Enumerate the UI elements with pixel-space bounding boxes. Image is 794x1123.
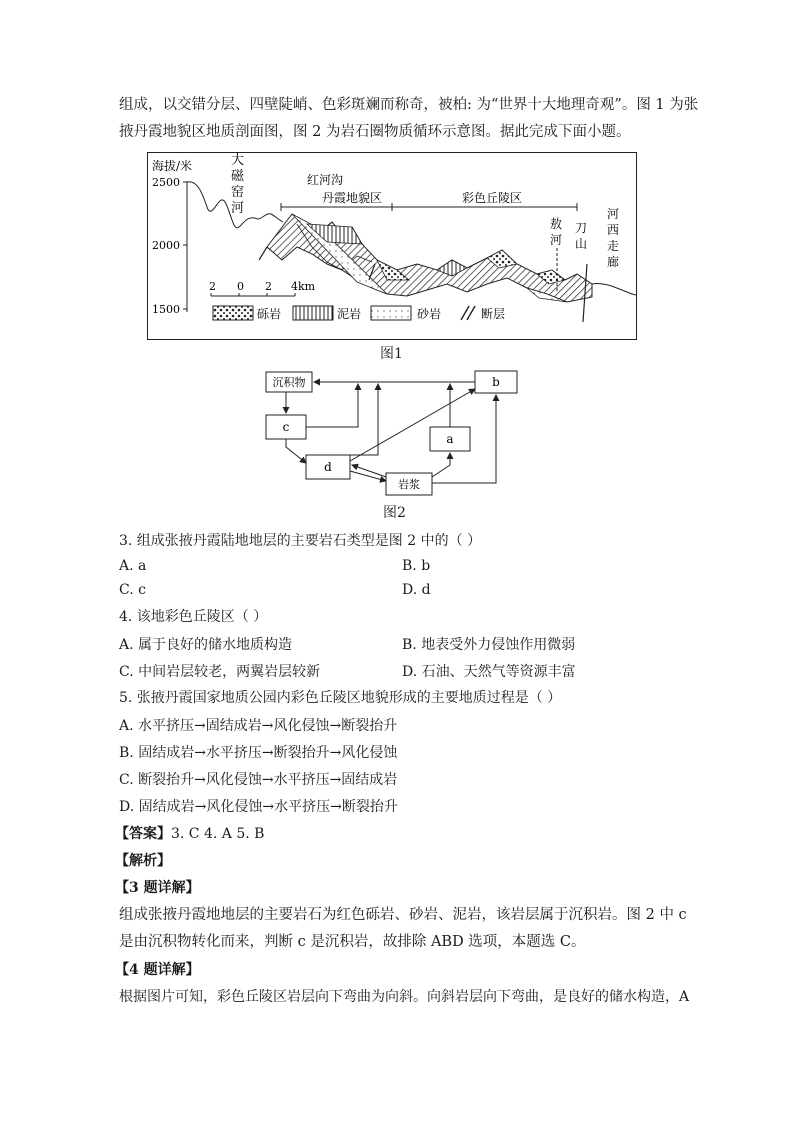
- scale-0: 0: [237, 280, 244, 293]
- label-aohe-2: 河: [550, 233, 563, 247]
- label-daoshan-1: 刀: [575, 221, 588, 235]
- q5-stem: 5. 张掖丹霞国家地质公园内彩色丘陵区地貌形成的主要地质过程是（ ）: [119, 690, 562, 706]
- legend-sandstone: 砂岩: [417, 307, 442, 321]
- q3-option-a: A. a: [119, 558, 147, 574]
- figure1-caption: 图1: [380, 346, 403, 362]
- y-tick-2500: 2500: [152, 176, 180, 189]
- node-a: a: [446, 432, 454, 446]
- rock-cycle-figure: [258, 365, 528, 500]
- label-hexi-1: 河: [607, 207, 620, 221]
- q4-stem: 4. 该地彩色丘陵区（ ）: [119, 609, 268, 625]
- q5-option-b: B. 固结成岩→水平挤压→断裂抬升→风化侵蚀: [119, 745, 398, 761]
- answer-values: 3. C 4. A 5. B: [171, 826, 265, 842]
- q3-analysis-title: 【3 题详解】: [115, 880, 200, 896]
- geologic-profile-figure: [147, 152, 637, 340]
- y-tick-2000: 2000: [152, 239, 180, 252]
- y-tick-1500: 1500: [152, 303, 180, 316]
- scale-4km: 4km: [291, 280, 316, 293]
- label-dacikou-4: 河: [231, 201, 245, 216]
- y-axis-label: 海拔/米: [152, 159, 193, 173]
- answer-label: 【答案】: [115, 826, 171, 842]
- label-dacikou-3: 窑: [231, 185, 245, 200]
- q3-stem: 3. 组成张掖丹霞陆地地层的主要岩石类型是图 2 中的（ ）: [119, 533, 482, 549]
- figure2-caption: 图2: [383, 505, 406, 521]
- answer-line: [115, 824, 264, 844]
- legend-mudstone-swatch: [293, 306, 333, 320]
- node-d: d: [324, 460, 332, 474]
- q3-option-d: D. d: [402, 582, 431, 598]
- intro-line-1: 组成，以交错分层、四壁陡峭、色彩斑斓而称奇，被柏: 为“世界十大地理奇观”。图 1 为张: [119, 97, 699, 113]
- label-aohe-1: 敖: [550, 217, 563, 231]
- label-caise-region: 彩色丘陵区: [462, 191, 523, 205]
- q3-option-c: C. c: [119, 582, 146, 598]
- q4-option-b: B. 地表受外力侵蚀作用微弱: [402, 637, 576, 653]
- label-hexi-4: 廊: [607, 255, 620, 269]
- q4-analysis-text: 根据图片可知，彩色丘陵区岩层向下弯曲为向斜。向斜岩层向下弯曲，是良好的储水构造，A: [119, 989, 690, 1005]
- node-magma: 岩浆: [398, 478, 420, 491]
- scale-2: 2: [265, 280, 272, 293]
- q3-analysis-text: 组成张掖丹霞地地层的主要岩石为红色砾岩、砂岩、泥岩，该岩层属于沉积岩。图 2 中 c 是由沉积物转化而来，判断 c 是沉积岩，故排除 ABD 选项，本题选 C。: [119, 907, 687, 950]
- label-hexi-2: 西: [607, 223, 620, 237]
- label-daoshan-2: 山: [575, 237, 588, 251]
- legend-fault: 断层: [481, 307, 506, 321]
- node-c: c: [282, 420, 290, 434]
- legend-conglomerate-swatch: [213, 306, 253, 320]
- analysis-title: 【解析】: [115, 853, 171, 869]
- intro-line-2: 掖丹霞地貌区地质剖面图，图 2 为岩石圈物质循环示意图。据此完成下面小题。: [119, 124, 631, 140]
- label-hexi-3: 走: [607, 239, 620, 253]
- label-danxia-region: 丹霞地貌区: [322, 191, 383, 205]
- legend-mudstone: 泥岩: [337, 307, 362, 321]
- q5-option-c: C. 断裂抬升→风化侵蚀→水平挤压→固结成岩: [119, 772, 398, 788]
- q5-option-a: A. 水平挤压→固结成岩→风化侵蚀→断裂抬升: [119, 718, 398, 734]
- label-honghegou: 红河沟: [307, 173, 344, 187]
- q5-option-d: D. 固结成岩→风化侵蚀→水平挤压→断裂抬升: [119, 799, 398, 815]
- label-dacikou-2: 磁: [231, 169, 245, 184]
- scale-2-left: 2: [209, 280, 216, 293]
- q4-option-a: A. 属于良好的储水地质构造: [119, 637, 293, 653]
- q3-option-b: B. b: [402, 558, 431, 574]
- legend-conglomerate: 砾岩: [257, 307, 282, 321]
- q4-option-d: D. 石油、天然气等资源丰富: [402, 664, 576, 680]
- q4-option-c: C. 中间岩层较老，两翼岩层较新: [119, 664, 321, 680]
- legend-sandstone-swatch: [371, 306, 411, 320]
- node-sediment: 沉积物: [272, 376, 306, 389]
- node-b: b: [492, 375, 500, 389]
- label-dacikou-1: 大: [231, 153, 245, 168]
- q4-analysis-title: 【4 题详解】: [115, 962, 200, 978]
